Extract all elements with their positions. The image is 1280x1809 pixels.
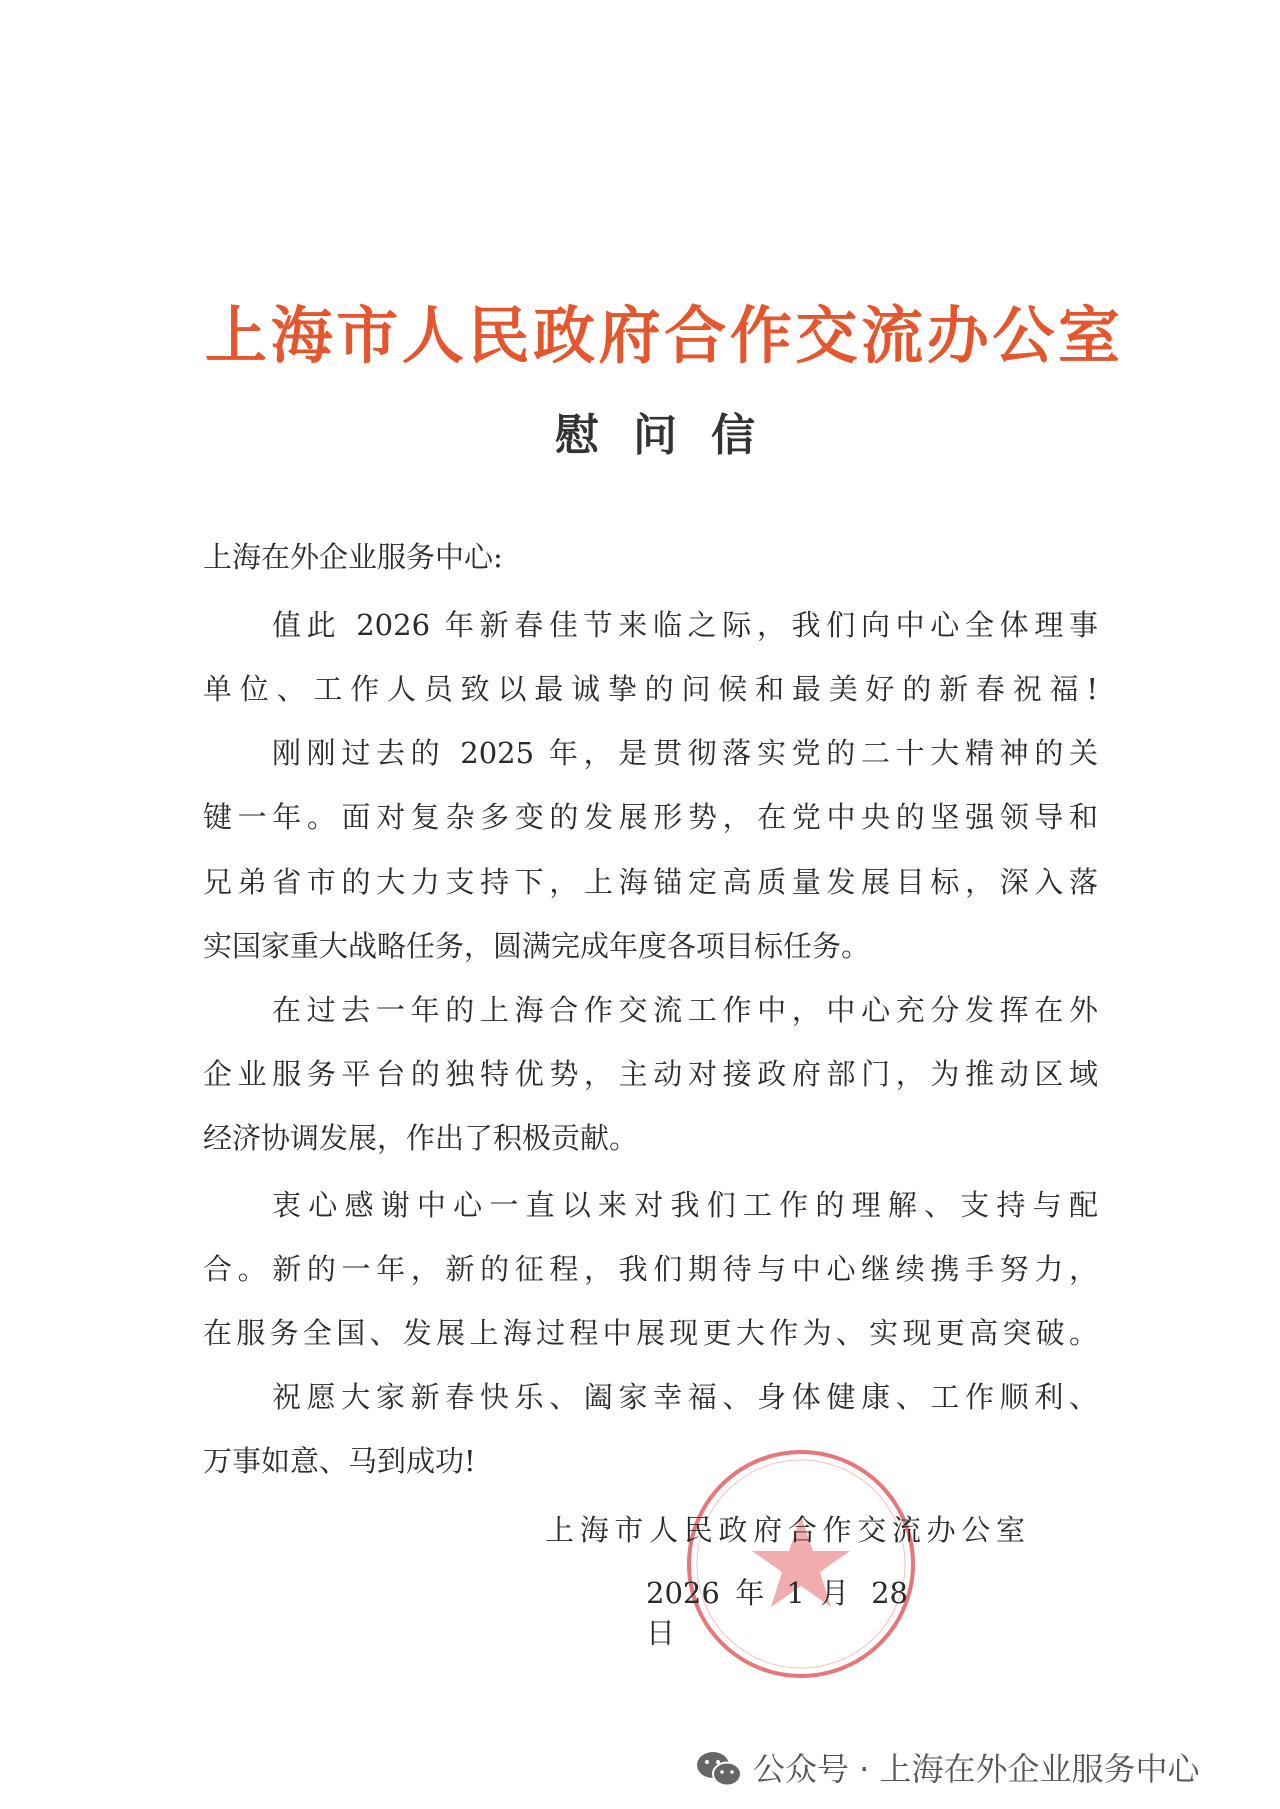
- body-line: 万事如意、马到成功!: [203, 1444, 476, 1478]
- body-line: 在服务全国、发展上海过程中展现更大作为、实现更高突破。: [203, 1316, 1098, 1350]
- letterhead-title: 上海市人民政府合作交流办公室: [205, 299, 1120, 372]
- body-line: 衷心感谢中心一直以来对我们工作的理解、支持与配: [272, 1188, 1098, 1222]
- body-line: 键一年。面对复杂多变的发展形势，在党中央的坚强领导和: [203, 800, 1098, 834]
- body-line: 经济协调发展，作出了积极贡献。: [203, 1121, 639, 1155]
- body-line: 合。新的一年，新的征程，我们期待与中心继续携手努力，: [203, 1252, 1098, 1286]
- salutation: 上海在外企业服务中心:: [203, 540, 503, 574]
- body-line: 兄弟省市的大力支持下，上海锚定高质量发展目标，深入落: [203, 865, 1098, 899]
- body-line: 在过去一年的上海合作交流工作中，中心充分发挥在外: [272, 993, 1098, 1027]
- body-line: 企业服务平台的独特优势，主动对接政府部门，为推动区域: [203, 1057, 1098, 1091]
- signature-org: 上海市人民政府合作交流办公室: [545, 1513, 1025, 1547]
- body-line: 实国家重大战略任务，圆满完成年度各项目标任务。: [203, 929, 871, 963]
- document-title: 慰 问 信: [555, 410, 755, 461]
- signature-date: 2026 年 1 月 28 日: [646, 1576, 908, 1650]
- body-line: 刚刚过去的 2025 年，是贯彻落实党的二十大精神的关: [272, 736, 1098, 770]
- footer-label: 公众号 · 上海在外企业服务中心: [753, 1750, 1200, 1788]
- body-line: 值此 2026 年新春佳节来临之际，我们向中心全体理事: [272, 608, 1098, 642]
- body-line: 单位、工作人员致以最诚挚的问候和最美好的新春祝福!: [203, 672, 1098, 706]
- body-line: 祝愿大家新春快乐、阖家幸福、身体健康、工作顺利、: [272, 1380, 1098, 1414]
- footer-watermark: [695, 1746, 1200, 1792]
- wechat-icon: [695, 1749, 743, 1789]
